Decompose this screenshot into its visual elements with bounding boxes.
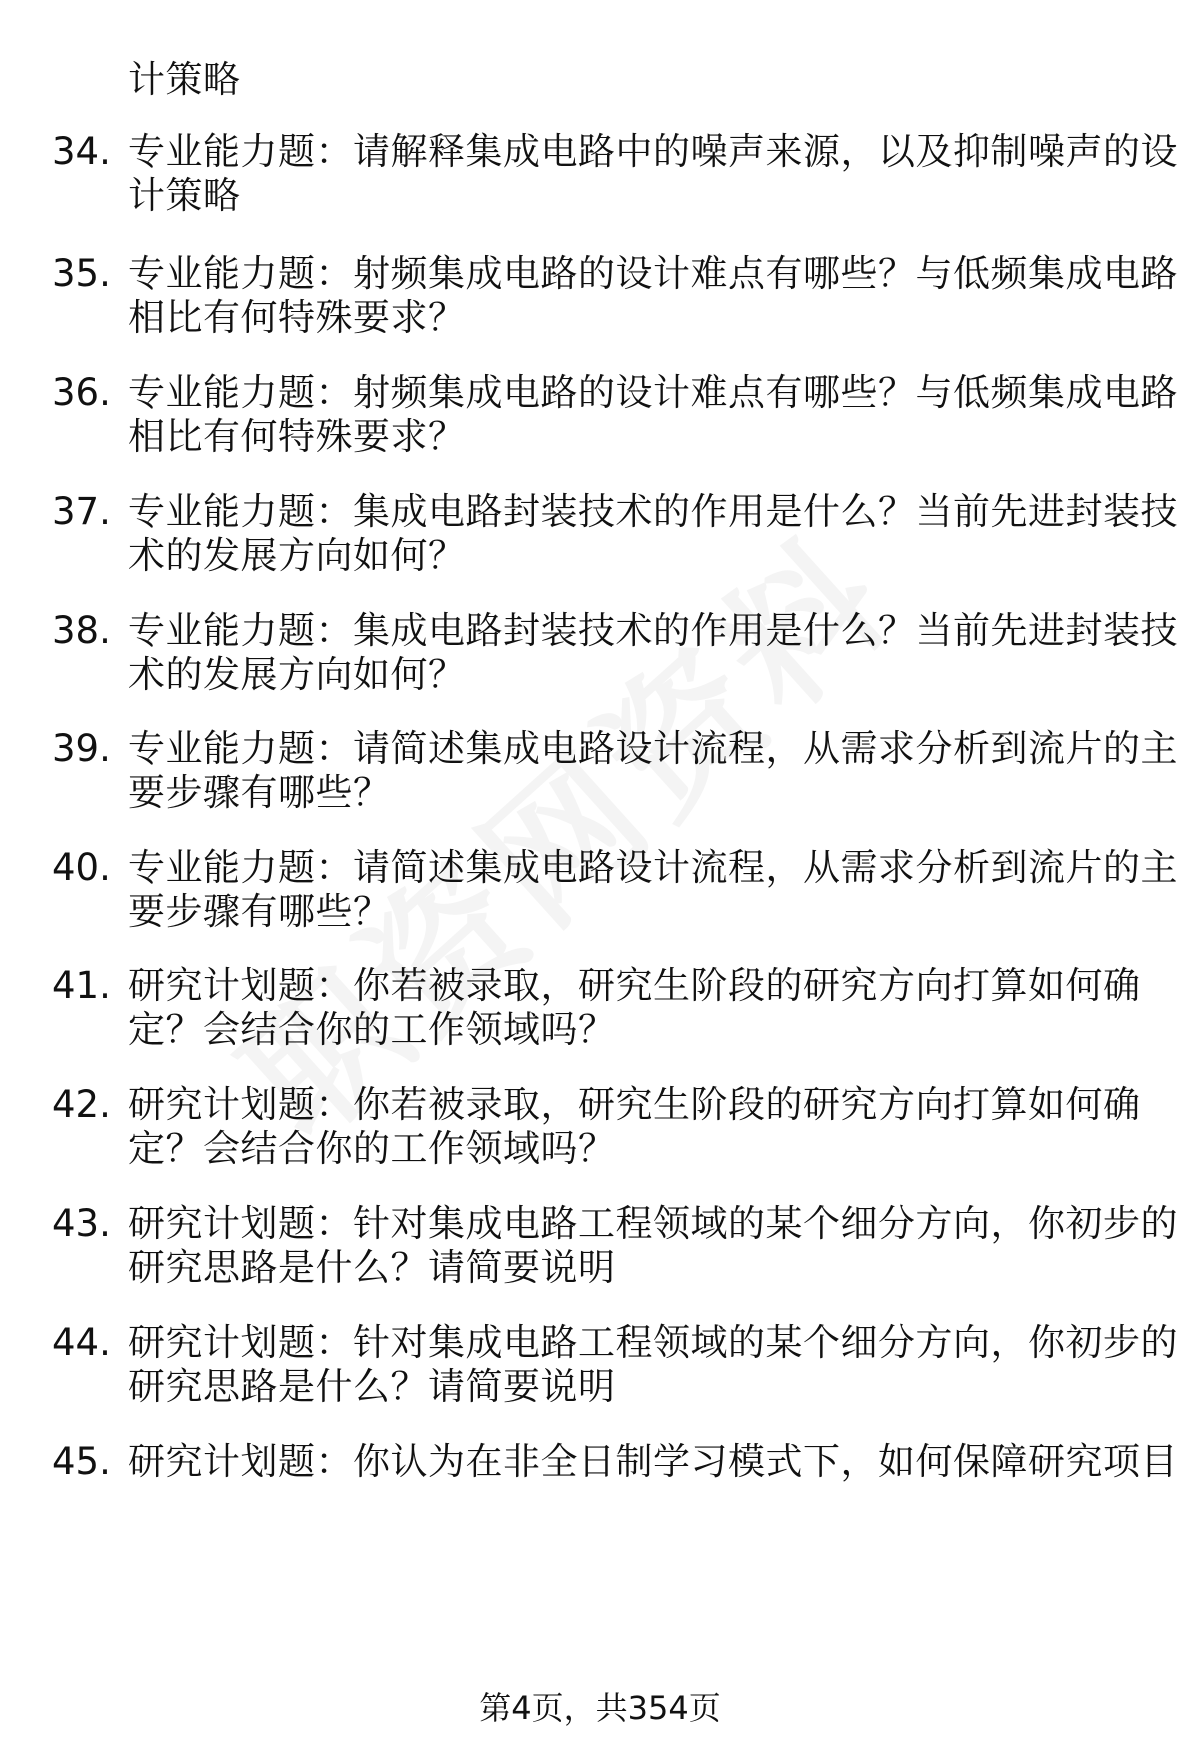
item-number: 40. <box>52 846 111 889</box>
item-number: 36. <box>52 371 111 414</box>
item-number: 41. <box>52 964 111 1007</box>
item-text-line2: 相比有何特殊要求？ <box>128 415 466 458</box>
continuation-line: 计策略 <box>128 58 241 101</box>
item-text-line1: 专业能力题：射频集成电路的设计难点有哪些？与低频集成电路 <box>128 252 1178 295</box>
item-text-line1: 专业能力题：集成电路封装技术的作用是什么？当前先进封装技 <box>128 490 1178 533</box>
item-text-line2: 术的发展方向如何？ <box>128 653 466 696</box>
item-number: 35. <box>52 252 111 295</box>
page-footer: 第4页，共354页 <box>479 1689 721 1727</box>
item-number: 38. <box>52 609 111 652</box>
item-text-line2: 计策略 <box>128 174 241 217</box>
item-text-line1: 专业能力题：集成电路封装技术的作用是什么？当前先进封装技 <box>128 609 1178 652</box>
item-text-line2: 定？会结合你的工作领域吗？ <box>128 1127 616 1170</box>
item-text-line2: 术的发展方向如何？ <box>128 534 466 577</box>
item-text-line1: 专业能力题：射频集成电路的设计难点有哪些？与低频集成电路 <box>128 371 1178 414</box>
item-text-line1: 专业能力题：请解释集成电路中的噪声来源，以及抑制噪声的设 <box>128 130 1178 173</box>
item-text-line2: 要步骤有哪些？ <box>128 771 391 814</box>
item-text-line1: 研究计划题：你若被录取，研究生阶段的研究方向打算如何确 <box>128 1083 1141 1126</box>
item-text-line1: 研究计划题：你若被录取，研究生阶段的研究方向打算如何确 <box>128 964 1141 1007</box>
item-text-line1: 专业能力题：请简述集成电路设计流程，从需求分析到流片的主 <box>128 846 1178 889</box>
item-text-line1: 专业能力题：请简述集成电路设计流程，从需求分析到流片的主 <box>128 727 1178 770</box>
item-number: 37. <box>52 490 111 533</box>
watermark <box>190 480 929 1176</box>
item-text-line1: 研究计划题：你认为在非全日制学习模式下，如何保障研究项目 <box>128 1440 1178 1483</box>
item-text-line2: 研究思路是什么？请简要说明 <box>128 1246 616 1289</box>
item-text-line2: 研究思路是什么？请简要说明 <box>128 1365 616 1408</box>
item-text-line2: 相比有何特殊要求？ <box>128 296 466 339</box>
item-text-line2: 定？会结合你的工作领域吗？ <box>128 1008 616 1051</box>
item-text-line1: 研究计划题：针对集成电路工程领域的某个细分方向，你初步的 <box>128 1202 1178 1245</box>
item-number: 43. <box>52 1202 111 1245</box>
item-number: 45. <box>52 1440 111 1483</box>
item-number: 34. <box>52 130 111 173</box>
item-text-line2: 要步骤有哪些？ <box>128 890 391 933</box>
item-number: 39. <box>52 727 111 770</box>
item-number: 44. <box>52 1321 111 1364</box>
item-number: 42. <box>52 1083 111 1126</box>
item-text-line1: 研究计划题：针对集成电路工程领域的某个细分方向，你初步的 <box>128 1321 1178 1364</box>
